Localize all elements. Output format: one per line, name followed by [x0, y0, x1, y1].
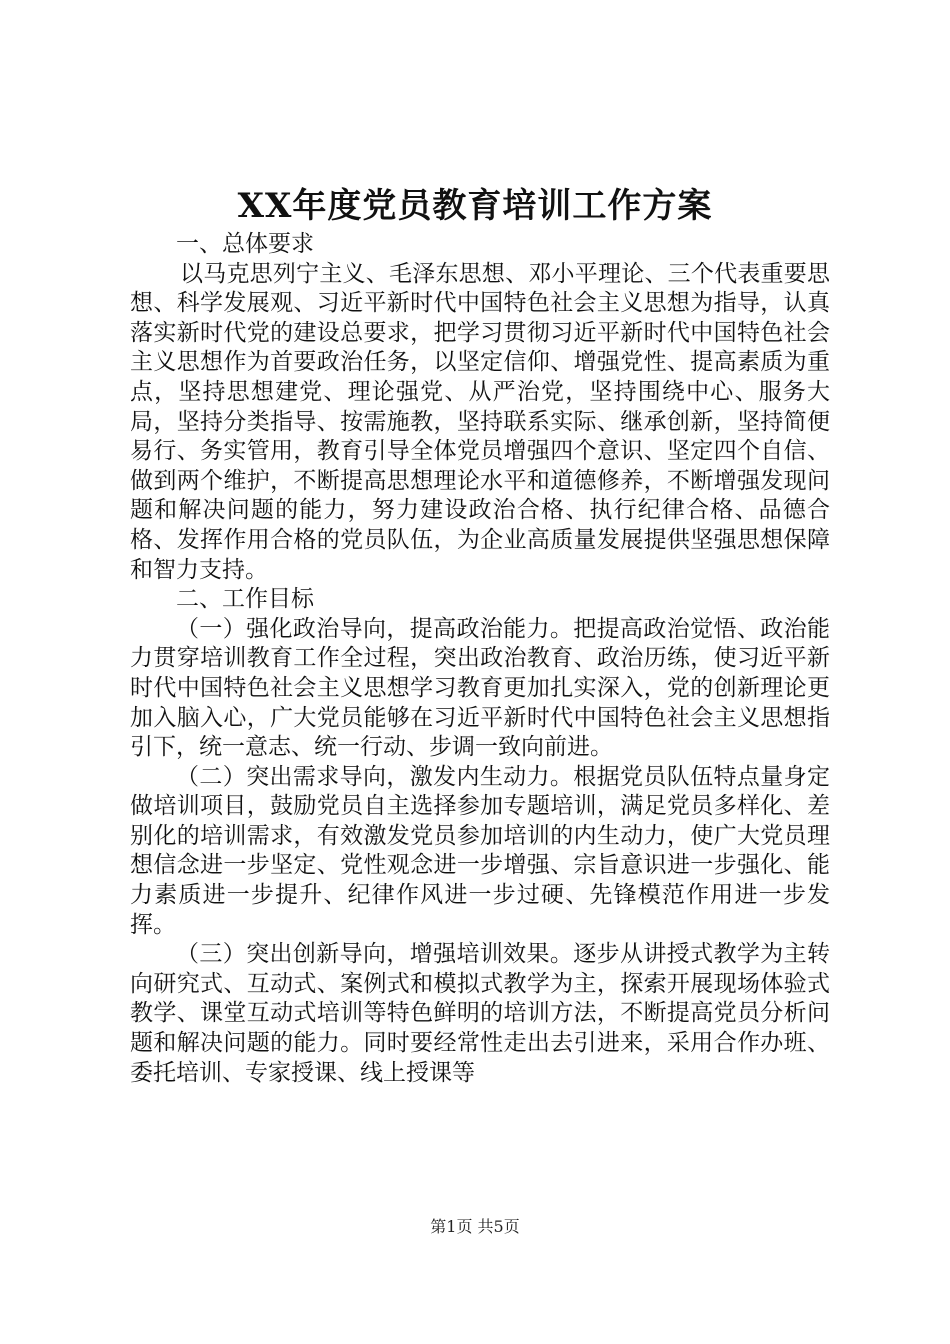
paragraph-goal-2: （二）突出需求导向，激发内生动力。根据党员队伍特点量身定做培训项目，鼓励党员自主选择参加专题培训，满足党员多样化、差别化的培训需求，有效激发党员参加培训的内生动力，使广大党员理想信念进一步坚定、党性观念进一步增强、宗旨意识进一步强化、能力素质进一步提升、纪律作风进一步过硬、先锋模范作用进一步发挥。 — [130, 763, 830, 938]
paragraph-goal-3: （三）突出创新导向，增强培训效果。逐步从讲授式教学为主转向研究式、互动式、案例式和模拟式教学为主，探索开展现场体验式教学、课堂互动式培训等特色鲜明的培训方法，不断提高党员分析问题和解决问题的能力。同时要经常性走出去引进来，采用合作办班、委托培训、专家授课、线上授课等 — [130, 941, 830, 1086]
document-body — [130, 230, 830, 1088]
section-heading-work-goals: 二、工作目标 — [176, 586, 314, 613]
document-title: XX年度党员教育培训工作方案 — [237, 186, 713, 226]
section-heading-general-requirements: 一、总体要求 — [176, 231, 314, 257]
page-footer: 第1页 共5页 — [430, 1217, 520, 1236]
paragraph-goal-1: （一）强化政治导向，提高政治能力。把提高政治觉悟、政治能力贯穿培训教育工作全过程，突出政治教育、政治历练，使习近平新时代中国特色社会主义思想学习教育更加扎实深入，党的创新理论更加入脑入心，广大党员能够在习近平新时代中国特色社会主义思想指引下，统一意志、统一行动、步调一致向前进。 — [130, 615, 830, 761]
paragraph-general-requirements: 以马克思列宁主义、毛泽东思想、邓小平理论、三个代表重要思想、科学发展观、习近平新时代中国特色社会主义思想为指导，认真落实新时代党的建设总要求，把学习贯彻习近平新时代中国特色社会主义思想作为首要政治任务，以坚定信仰、增强党性、提高素质为重点，坚持思想建党、理论强党、从严治党，坚持围绕中心、服务大局，坚持分类指导、按需施教，坚持联系实际、继承创新，坚持简便易行、务实管用，教育引导全体党员增强四个意识、坚定四个自信、做到两个维护，不断提高思想理论水平和道德修养，不断增强发现问题和解决问题的能力，努力建设政治合格、执行纪律合格、品德合格、发挥作用合格的党员队伍，为企业高质量发展提供坚强思想保障和智力支持。 — [130, 260, 830, 583]
